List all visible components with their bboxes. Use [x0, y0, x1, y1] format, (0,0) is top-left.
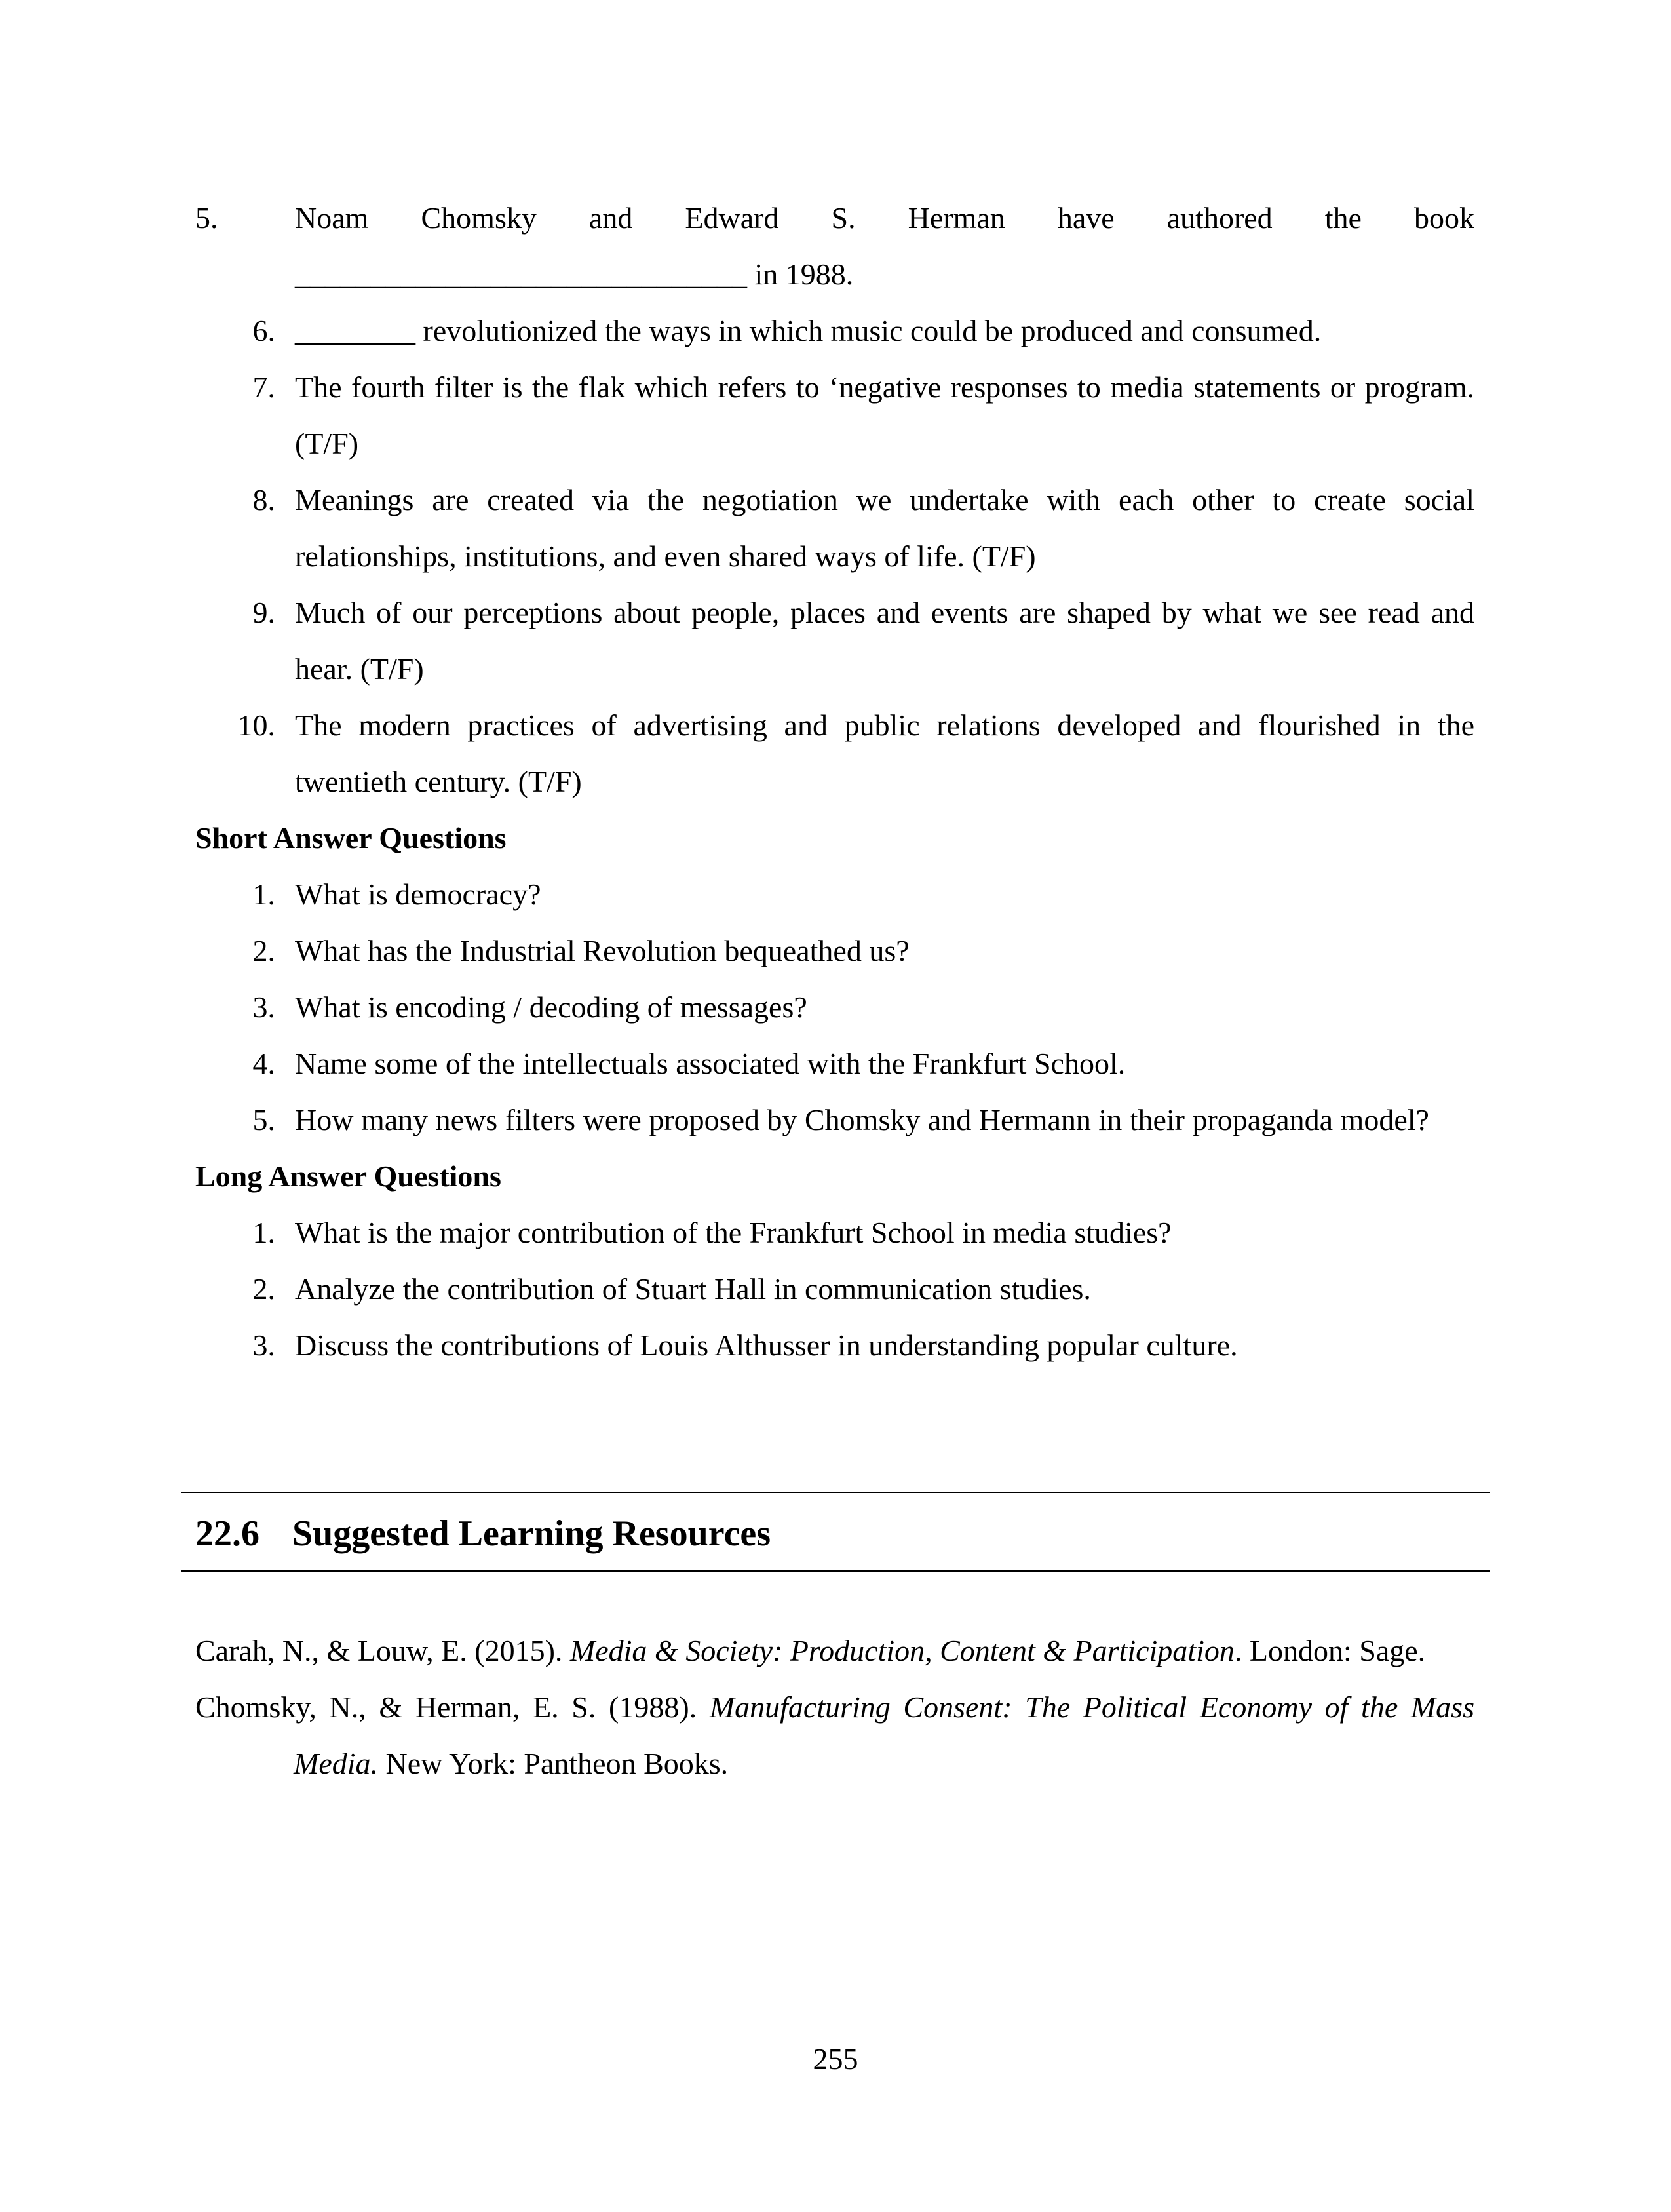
question-item — [195, 585, 1474, 697]
question-number: 2. — [252, 934, 275, 967]
section-bottom-rule — [181, 1570, 1490, 1572]
question-text: Meanings are created via the negotiation we undertake with each other to create social relationships, institutions, and even shared ways of life. (T/F) — [295, 483, 1474, 573]
question-text: ________ revolutionized the ways in which music could be produced and consumed. — [295, 314, 1322, 347]
section-top-rule — [181, 1492, 1490, 1493]
question-number: 2. — [252, 1272, 275, 1306]
question-number: 4. — [252, 1047, 275, 1080]
question-text: What is the major contribution of the Frankfurt School in media studies? — [295, 1216, 1172, 1249]
question-text-continuation: ______________________________ in 1988. — [295, 258, 854, 291]
reference-entry — [195, 1679, 1474, 1792]
section-number: 22.6 — [195, 1513, 259, 1554]
question-text: The fourth filter is the flak which refers to ‘negative responses to media statements or program. (T/F) — [295, 370, 1474, 460]
question-number: 1. — [252, 1216, 275, 1249]
question-text: Analyze the contribution of Stuart Hall in communication studies. — [295, 1272, 1091, 1306]
question-item — [195, 303, 1474, 359]
references-list — [195, 1623, 1474, 1792]
short-answer-heading: Short Answer Questions — [195, 821, 507, 855]
question-item — [195, 190, 1474, 246]
question-number: 5. — [195, 201, 218, 235]
short-answer-item — [195, 1092, 1474, 1148]
question-number: 9. — [252, 596, 275, 629]
question-text: What is encoding / decoding of messages? — [295, 990, 807, 1024]
question-item-continuation — [195, 246, 1474, 303]
questions-content — [195, 190, 1474, 1374]
question-number: 3. — [252, 1329, 275, 1362]
page-number: 255 — [813, 2042, 858, 2076]
reference-publisher: . London: Sage. — [1234, 1634, 1426, 1667]
section-title: Suggested Learning Resources — [292, 1513, 771, 1554]
question-number: 10. — [237, 708, 275, 742]
question-text: What is democracy? — [295, 878, 541, 911]
question-number: 6. — [252, 314, 275, 347]
question-number: 5. — [252, 1103, 275, 1136]
question-item — [195, 359, 1474, 472]
short-answer-item — [195, 1036, 1474, 1092]
reference-publisher: New York: Pantheon Books. — [378, 1747, 729, 1780]
question-text: Name some of the intellectuals associated with the Frankfurt School. — [295, 1047, 1126, 1080]
question-number: 1. — [252, 878, 275, 911]
short-answer-item — [195, 923, 1474, 979]
reference-authors: Chomsky, N., & Herman, E. S. (1988). — [195, 1690, 710, 1724]
question-item — [195, 472, 1474, 585]
section-heading — [195, 1505, 771, 1562]
question-number: 3. — [252, 990, 275, 1024]
question-text: What has the Industrial Revolution bequeathed us? — [295, 934, 910, 967]
long-answer-heading: Long Answer Questions — [195, 1159, 501, 1193]
question-number: 8. — [252, 483, 275, 516]
reference-title: Media & Society: Production, Content & Participation — [569, 1634, 1235, 1667]
short-answer-item — [195, 979, 1474, 1036]
question-text: Discuss the contributions of Louis Althusser in understanding popular culture. — [295, 1329, 1238, 1362]
question-text: Much of our perceptions about people, places and events are shaped by what we see read and hear. (T/F) — [295, 596, 1474, 686]
reference-authors: Carah, N., & Louw, E. (2015). — [195, 1634, 570, 1667]
long-answer-item — [195, 1261, 1474, 1317]
long-answer-item — [195, 1317, 1474, 1374]
question-text: How many news filters were proposed by Chomsky and Hermann in their propaganda model? — [295, 1103, 1429, 1136]
question-item — [195, 697, 1474, 810]
reference-entry — [195, 1623, 1474, 1679]
question-text: The modern practices of advertising and public relations developed and flourished in the twentieth century. (T/F) — [295, 708, 1474, 798]
question-number: 7. — [252, 370, 275, 404]
question-text: Noam Chomsky and Edward S. Herman have authored the book — [295, 201, 1474, 235]
short-answer-item — [195, 866, 1474, 923]
long-answer-item — [195, 1205, 1474, 1261]
reference-title: Manufacturing Consent: The Political Economy of the Mass Media. — [294, 1690, 1474, 1780]
